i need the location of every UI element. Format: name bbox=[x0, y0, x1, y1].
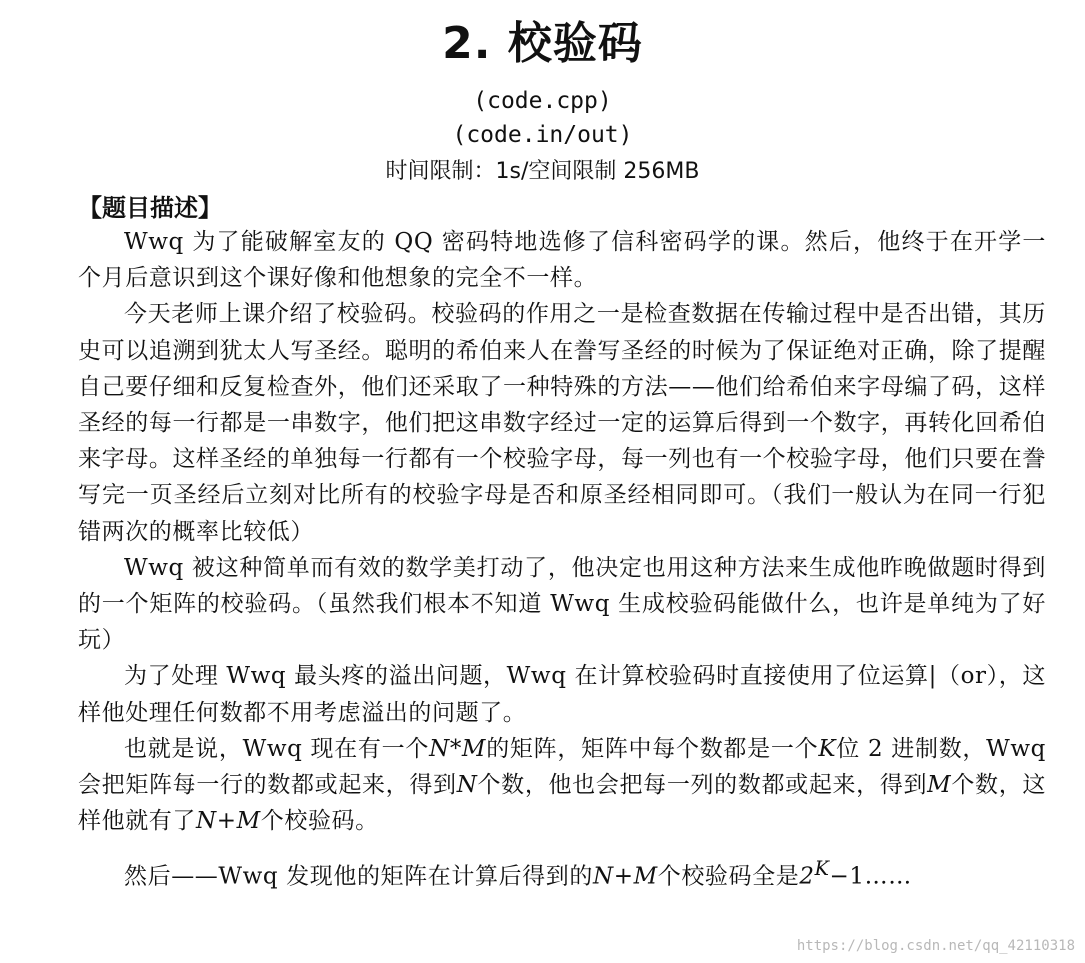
problem-description bbox=[78, 224, 1046, 895]
watermark-url: https://blog.csdn.net/qq_42110318 bbox=[796, 938, 1075, 954]
math-k: K bbox=[818, 735, 837, 762]
p6-text-a: 然后——Wwq 发现他的矩阵在计算后得到的 bbox=[124, 864, 593, 891]
problem-title: 2. 校验码 bbox=[442, 18, 643, 69]
math-m: M bbox=[927, 772, 952, 799]
math-power-base: 2 bbox=[799, 864, 815, 891]
paragraph-4: 为了处理 Wwq 最头疼的溢出问题，Wwq 在计算校验码时直接使用了位运算|（or），这样他处理任何数都不用考虑溢出的问题了。 bbox=[78, 663, 1046, 726]
p5-text-b: 的矩阵，矩阵中每个数都是一个 bbox=[486, 735, 819, 762]
p5-text-e: 个数，这样他就有了 bbox=[78, 772, 1046, 835]
paragraph-5 bbox=[78, 731, 1046, 840]
p5-text-d: 个数，他也会把每一列的数都或起来，得到 bbox=[477, 772, 928, 799]
p6-text-c: −1…… bbox=[829, 864, 912, 891]
p5-text-a: 也就是说，Wwq 现在有一个 bbox=[124, 735, 430, 762]
limits-label: 时间限制：1s/空间限制 256MB bbox=[385, 159, 700, 184]
section-heading: 【题目描述】 bbox=[78, 194, 222, 222]
paragraph-2: 今天老师上课介绍了校验码。校验码的作用之一是检查数据在传输过程中是否出错，其历史可以追溯到犹太人写圣经。聪明的希伯来人在誊写圣经的时候为了保证绝对正确，除了提醒自己要仔细和反复检查外，他们还采取了一种特殊的方法——他们给希伯来字母编了码，这样圣经的每一行都是一串数字，他们把这串数字经过一定的运算后得到一个数字，再转化回希伯来字母。这样圣经的单独每一行都有一个校验字母，每一列也有一个校验字母，他们只要在誊写完一页圣经后立刻对比所有的校验字母是否和原圣经相同即可。（我们一般认为在同一行犯错两次的概率比较低） bbox=[78, 301, 1046, 545]
paragraph-6 bbox=[78, 851, 1046, 895]
p5-text-f: 个校验码。 bbox=[260, 808, 379, 835]
math-n-plus-m-2: N+M bbox=[592, 864, 658, 891]
io-file-label: (code.in/out) bbox=[452, 122, 633, 148]
source-file-label: (code.cpp) bbox=[473, 88, 612, 114]
math-power-exponent: K bbox=[814, 857, 830, 881]
math-n-times-m: N*M bbox=[429, 735, 487, 762]
p5-text-c: 位 2 进制数，Wwq 会把矩阵每一行的数都或起来，得到 bbox=[78, 735, 1047, 799]
p6-text-b: 个校验码全是 bbox=[657, 864, 800, 891]
math-n-plus-m: N+M bbox=[196, 808, 261, 835]
math-n: N bbox=[456, 772, 478, 799]
paragraph-1: Wwq 为了能破解室友的 QQ 密码特地选修了信科密码学的课。然后，他终于在开学一个月后意识到这个课好像和他想象的完全不一样。 bbox=[78, 229, 1046, 292]
paragraph-3: Wwq 被这种简单而有效的数学美打动了，他决定也用这种方法来生成他昨晚做题时得到的一个矩阵的校验码。（虽然我们根本不知道 Wwq 生成校验码能做什么，也许是单纯为了好玩） bbox=[78, 554, 1046, 654]
